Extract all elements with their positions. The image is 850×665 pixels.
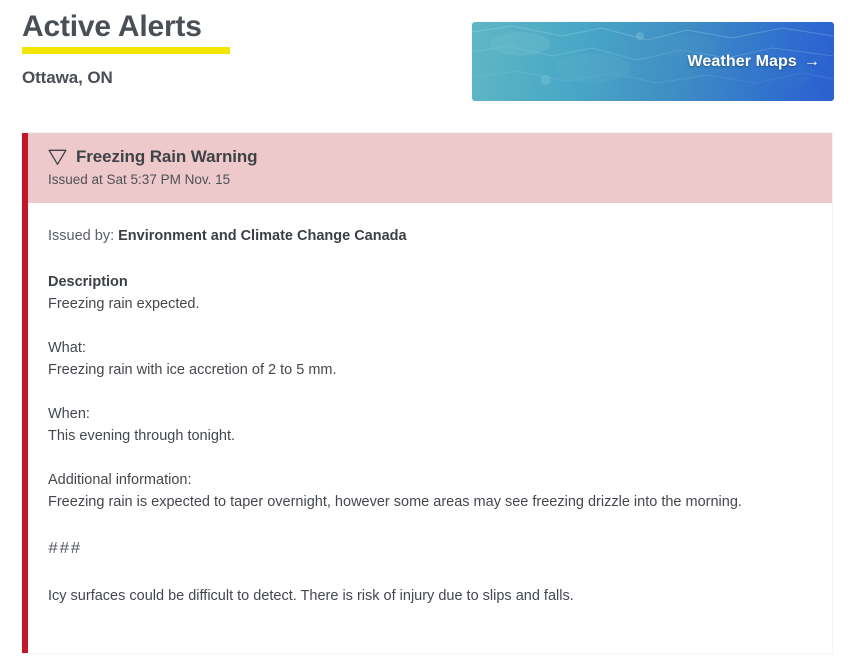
alert-card-header [28,133,832,203]
when-text: This evening through tonight. [48,428,236,444]
section-separator: ### [48,540,82,559]
additional-info-label: Additional information: [48,472,192,488]
description-section [48,271,810,315]
alert-card-body [28,203,832,617]
page-header [22,8,828,116]
page-title: Active Alerts [22,10,202,43]
what-text: Freezing rain with ice accretion of 2 to 5 mm. [48,362,337,378]
additional-info-section [48,469,810,513]
alert-title-row [48,147,816,167]
what-section [48,337,810,381]
issued-by-organization: Environment and Climate Change Canada [118,228,407,244]
issued-by-row [48,225,810,247]
weather-maps-banner[interactable] [472,22,834,101]
when-label: When: [48,406,90,422]
alert-card [22,133,832,653]
title-underline-accent [22,47,230,54]
title-block [22,8,230,88]
additional-info-text: Freezing rain is expected to taper overnight, however some areas may see freezing drizzle into the morning. [48,494,742,510]
issued-by-label: Issued by: [48,228,115,244]
weather-maps-label-group [688,53,821,71]
location-label: Ottawa, ON [22,68,113,87]
weather-maps-label: Weather Maps [687,52,797,70]
alert-issued-at: Issued at Sat 5:37 PM Nov. 15 [48,172,231,187]
alert-title: Freezing Rain Warning [76,147,258,166]
what-label: What: [48,340,86,356]
closing-text: Icy surfaces could be difficult to detect. There is risk of injury due to slips and falls. [48,588,574,604]
arrow-right-icon: → [803,52,820,70]
description-label: Description [48,274,128,290]
description-text: Freezing rain expected. [48,296,200,312]
when-section [48,403,810,447]
warning-triangle-icon [48,148,67,167]
